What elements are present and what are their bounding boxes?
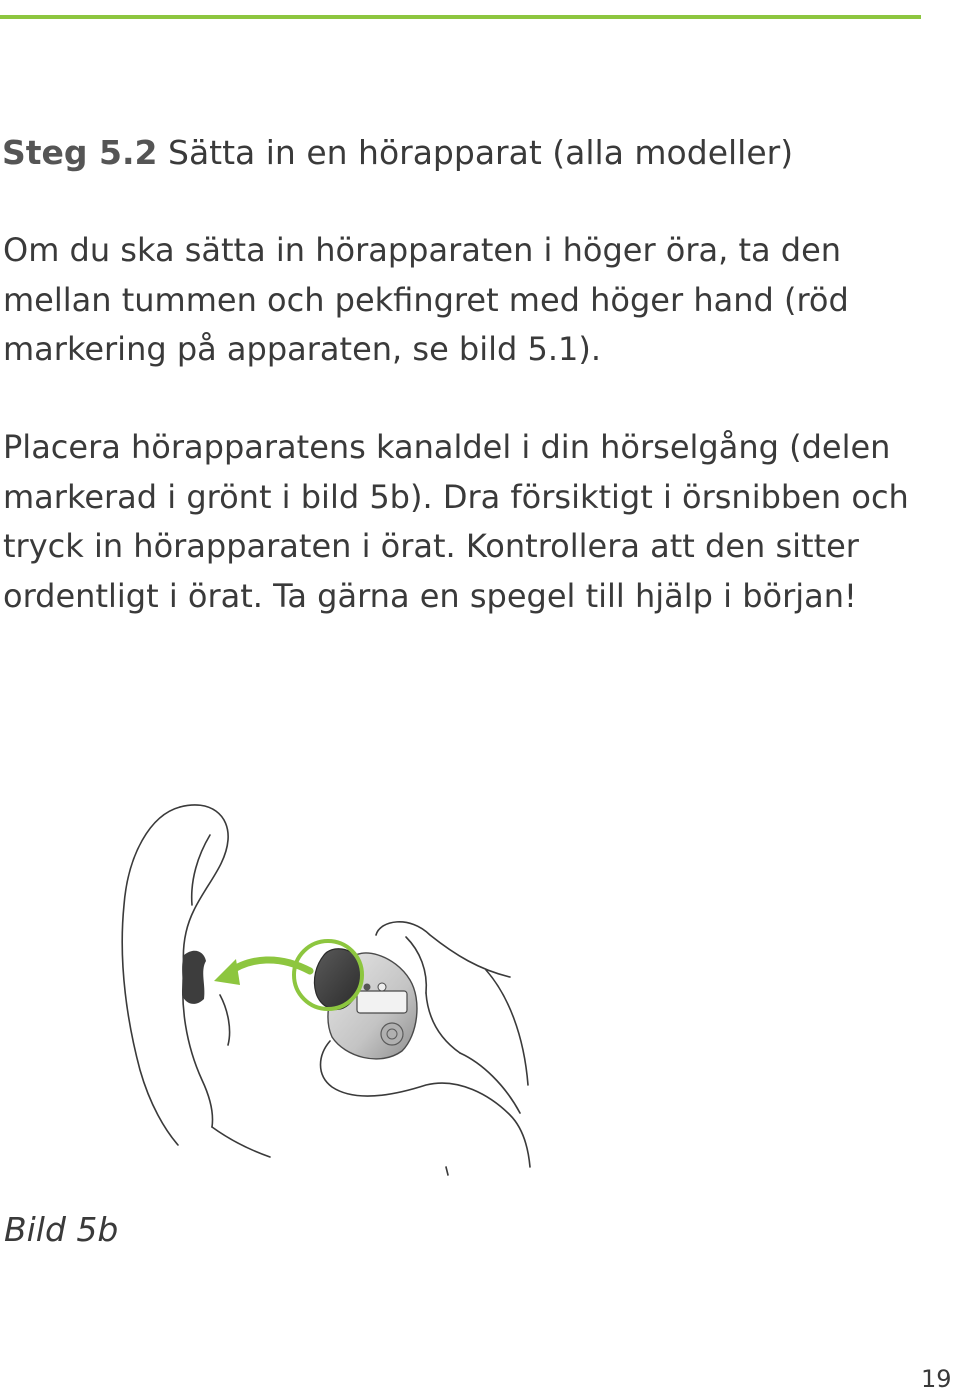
figure-caption: Bild 5b: [4, 1210, 119, 1249]
instruction-paragraph-2: [3, 423, 909, 621]
paragraph-line: Om du ska sätta in hörapparaten i höger öra, ta den: [3, 231, 842, 269]
ear-canal-icon: [182, 951, 206, 1004]
paragraph-line: mellan tummen och pekfingret med höger hand (röd: [3, 280, 849, 319]
instruction-paragraph-1: [3, 226, 849, 375]
ear-insertion-illustration: [110, 795, 570, 1185]
paragraph-line: Placera hörapparatens kanaldel i din hörselgång (delen: [3, 428, 891, 466]
step-number: Steg 5.2: [2, 133, 158, 172]
section-heading: [2, 128, 793, 178]
page-number: 19: [921, 1365, 952, 1393]
paragraph-line: markering på apparaten, se bild 5.1).: [3, 330, 602, 368]
paragraph-line: ordentligt i örat. Ta gärna en spegel till hjälp i början!: [3, 576, 857, 615]
top-accent-rule: [0, 15, 921, 19]
arrow-head-icon: [214, 959, 240, 985]
paragraph-line: tryck in hörapparaten i örat. Kontrollera att den sitter: [3, 527, 859, 565]
paragraph-line: markerad i grönt i bild 5b). Dra försiktigt i örsnibben och: [3, 477, 909, 516]
section-title: Sätta in en hörapparat (alla modeller): [168, 133, 794, 172]
